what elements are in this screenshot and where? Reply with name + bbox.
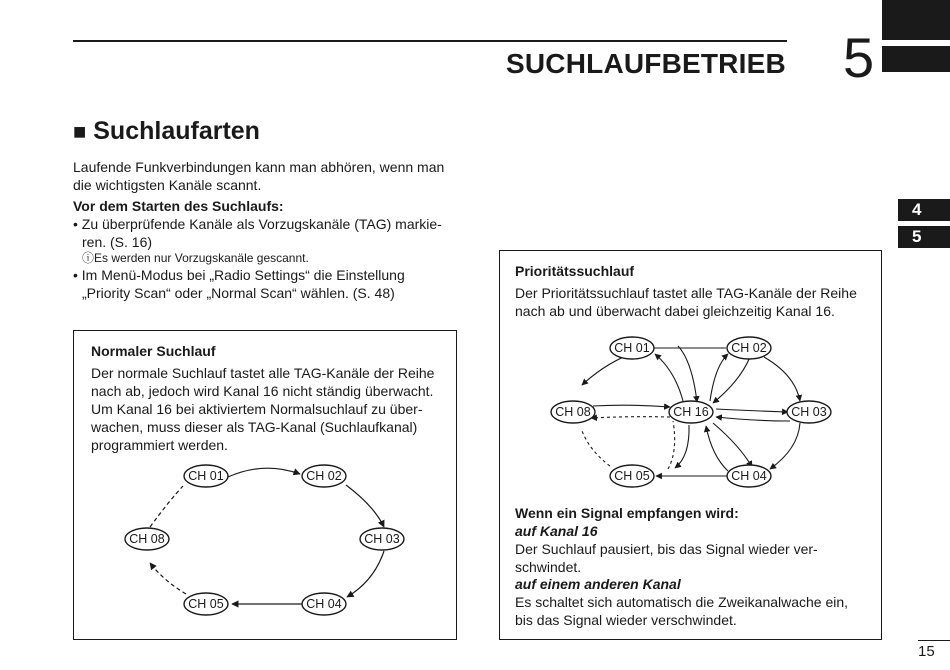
prio-label-ch03: CH 03: [791, 405, 827, 419]
heading-square-icon: ■: [73, 119, 87, 144]
priority-scan-box: [499, 250, 882, 640]
note-line: ⓘEs werden nur Vorzugskanäle gescannt.: [82, 251, 309, 265]
priority-scan-title: Prioritätssuchlauf: [515, 263, 635, 279]
chapter-tab-top: [882, 0, 950, 40]
label-ch01: CH 01: [188, 469, 224, 483]
case2-text: Es schaltet sich automatisch die Zweikanalwache ein, bis das Signal wieder verschwindet.: [515, 594, 849, 628]
label-ch08: CH 08: [129, 532, 165, 546]
page-number: 15: [918, 643, 935, 660]
signal-title: Wenn ein Signal empfangen wird:: [515, 505, 739, 521]
normal-scan-box: [73, 330, 457, 640]
prio-label-ch05: CH 05: [614, 469, 650, 483]
header-rule: [73, 40, 787, 42]
normal-scan-diagram: [74, 331, 458, 641]
before-scan-title: Vor dem Starten des Suchlaufs:: [73, 198, 284, 214]
prio-label-ch02: CH 02: [731, 341, 767, 355]
prio-label-ch04: CH 04: [731, 469, 767, 483]
label-ch02: CH 02: [306, 469, 342, 483]
priority-scan-description: Der Prioritätssuchlauf tastet alle TAG-Kanäle der Reihe nach ab und überwacht dabei gleichzeitig Kanal 16.: [515, 285, 857, 319]
intro-text: Laufende Funkverbindungen kann man abhören, wenn man die wichtigsten Kanäle scannt.: [73, 159, 445, 193]
label-ch04: CH 04: [306, 597, 342, 611]
case2-title: auf einem anderen Kanal: [515, 576, 681, 592]
bullet-tag: • Zu überprüfende Kanäle als Vorzugskanäle (TAG) markie- ren. (S. 16): [73, 216, 442, 250]
normal-scan-title: Normaler Suchlauf: [91, 343, 216, 359]
page-title: SUCHLAUFBETRIEB: [506, 48, 786, 79]
prio-label-ch01: CH 01: [614, 341, 650, 355]
prio-label-ch08: CH 08: [555, 405, 591, 419]
side-tab-5: 5: [898, 226, 950, 248]
section-heading: ■ Suchlaufarten: [73, 117, 260, 145]
bullet-menu: • Im Menü-Modus bei „Radio Settings“ die Einstellung „Priority Scan“ oder „Normal Scan“ wählen. (S. 48): [73, 267, 405, 301]
prio-label-ch16: CH 16: [673, 405, 709, 419]
chapter-tab-bottom: [882, 46, 950, 72]
page-number-rule: [918, 640, 950, 641]
label-ch03: CH 03: [364, 532, 400, 546]
normal-scan-description: Der normale Suchlauf tastet alle TAG-Kanäle der Reihe nach ab, jedoch wird Kanal 16 nicht ständig überwacht. Um Kanal 16 bei aktiviertem Normalsuchlauf zu über- wachen, muss dieser als TAG-Kanal (Suchlaufkanal) programmiert werden.: [91, 365, 435, 453]
case1-title: auf Kanal 16: [515, 523, 598, 539]
info-icon: ⓘ: [82, 251, 95, 265]
side-tab-4: 4: [898, 199, 950, 221]
case1-text: Der Suchlauf pausiert, bis das Signal wieder ver- schwindet.: [515, 541, 818, 575]
label-ch05: CH 05: [188, 597, 224, 611]
chapter-number: 5: [843, 26, 875, 89]
